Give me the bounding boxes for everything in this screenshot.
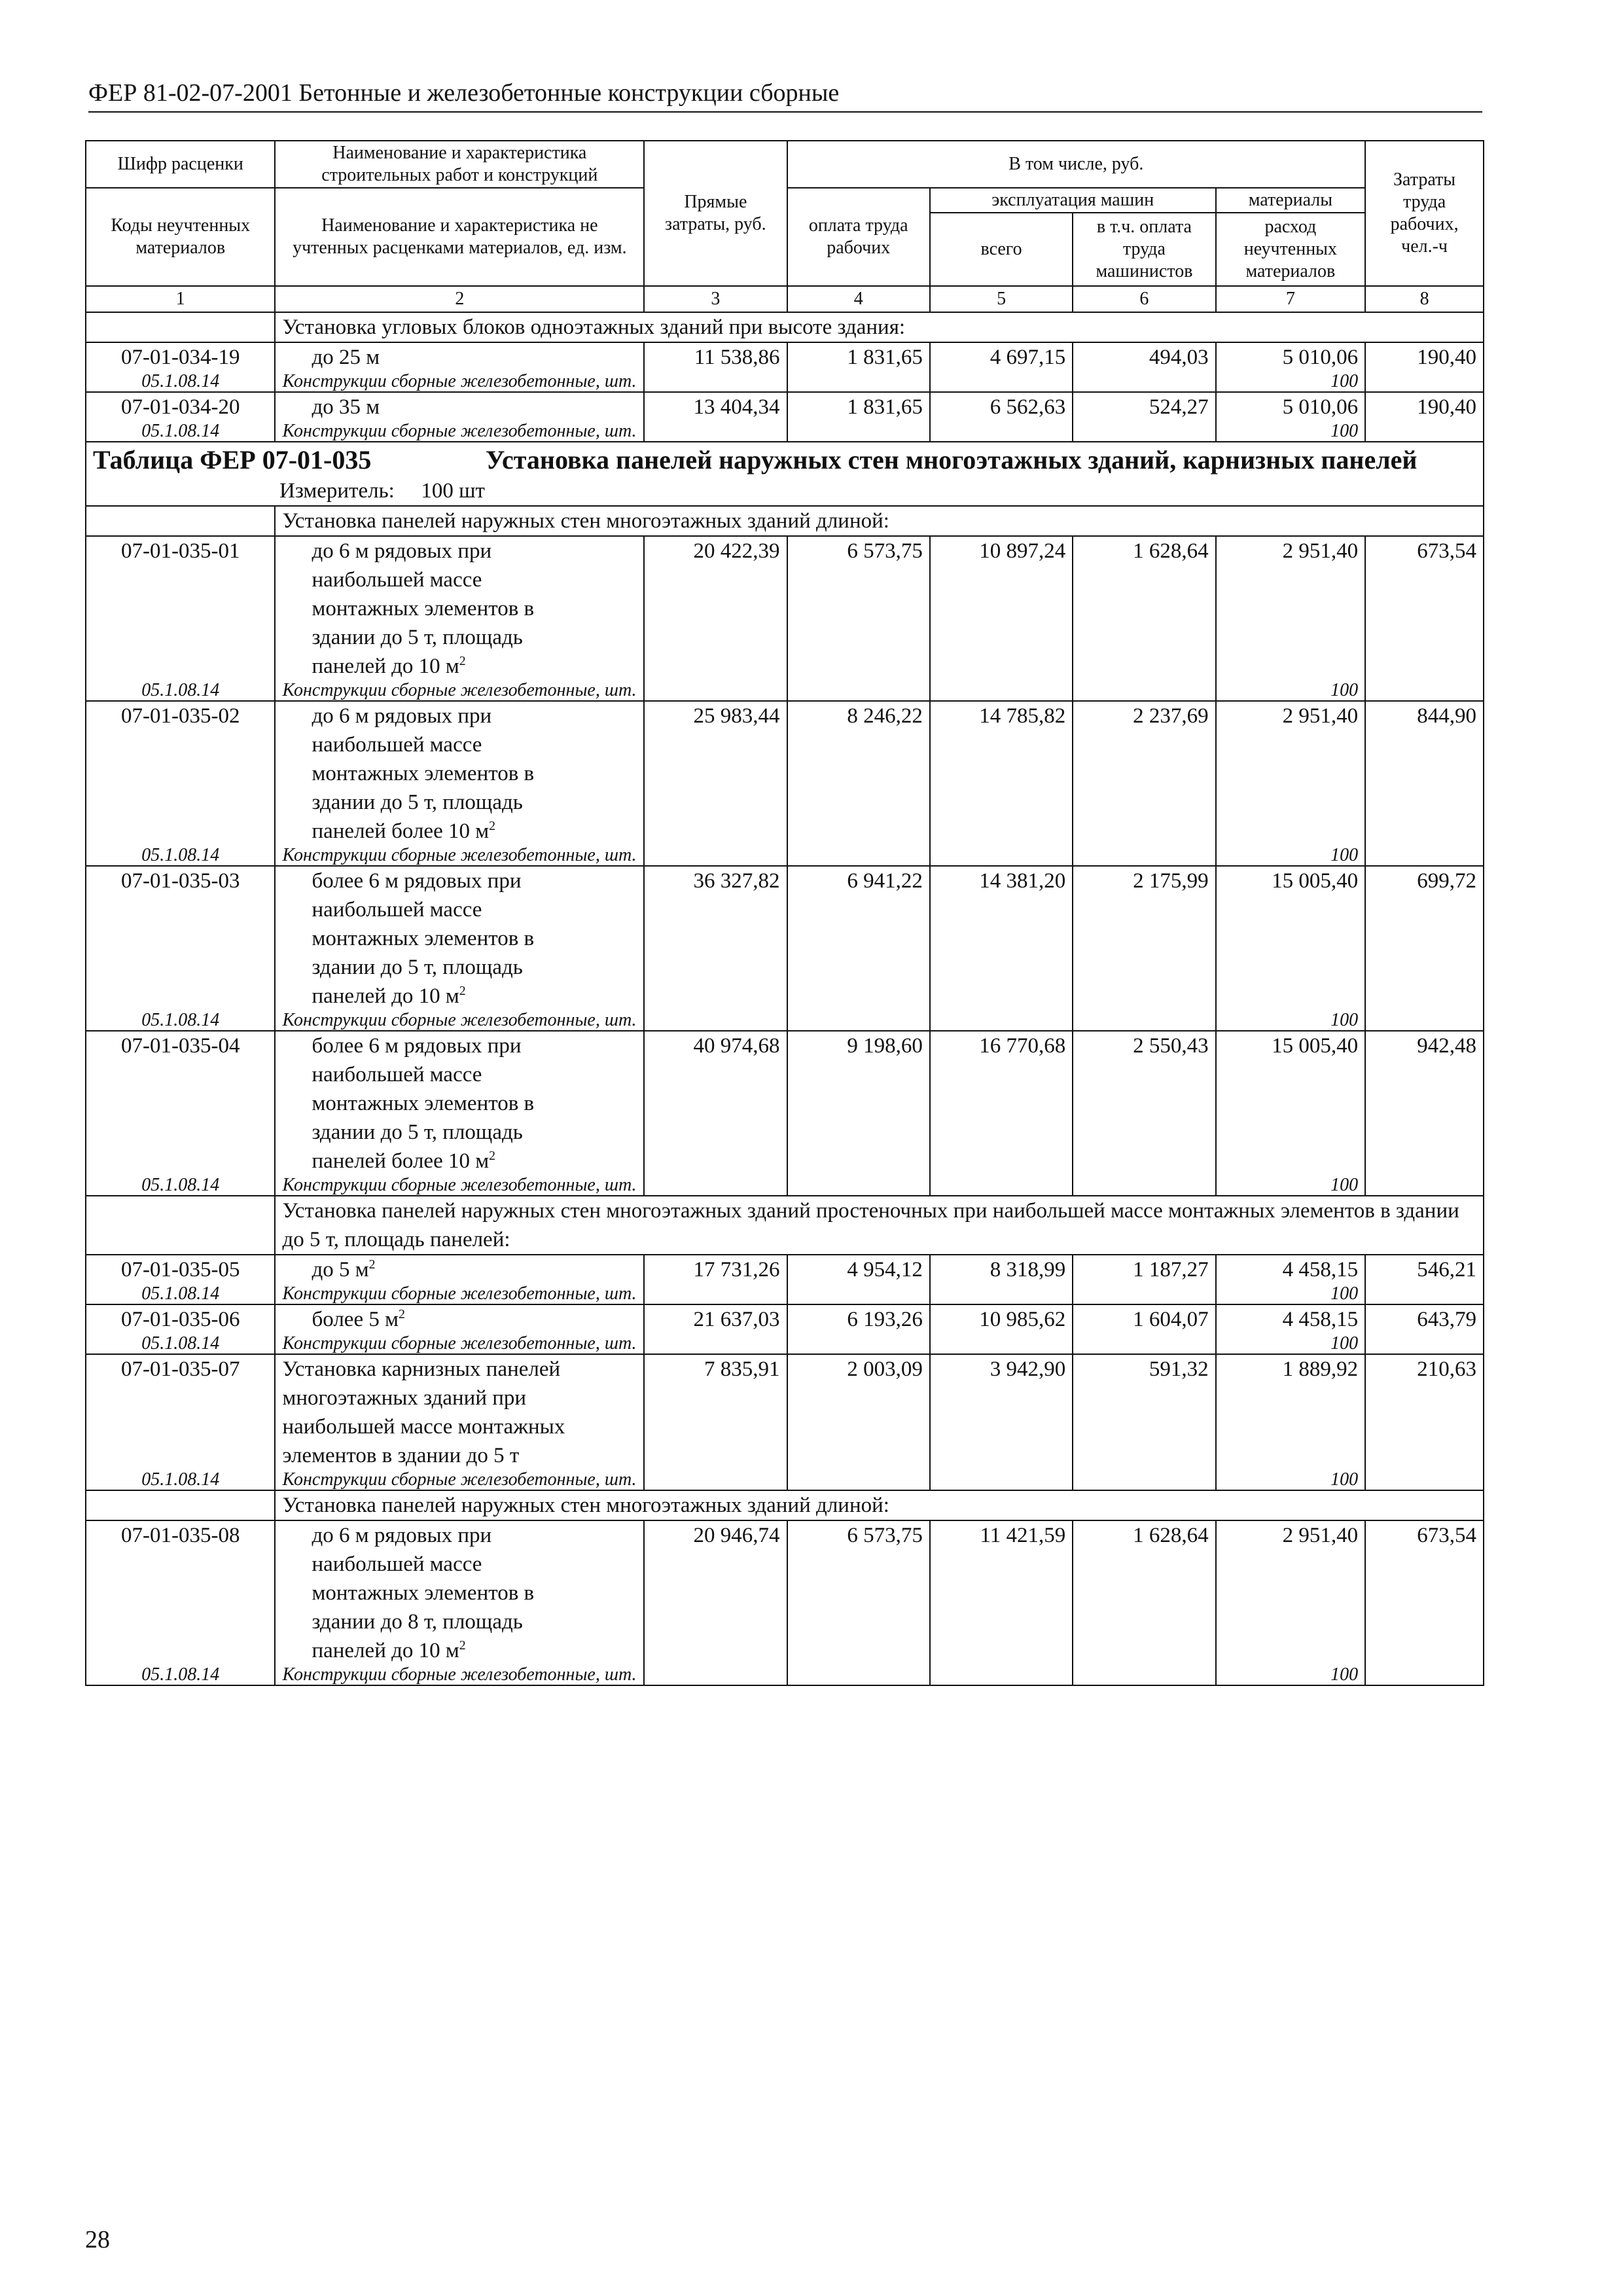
- material-quantity: 100: [1216, 1284, 1366, 1304]
- empty-cell: [787, 1334, 930, 1354]
- rate-description: [275, 1255, 644, 1284]
- material-code: 05.1.08.14: [86, 1470, 275, 1490]
- col-labor-header: Затраты труда рабочих, чел.-ч: [1365, 141, 1484, 286]
- machines-total: 4 697,15: [930, 342, 1073, 372]
- material-name: Конструкции сборные железобетонные, шт.: [275, 1284, 644, 1304]
- workers-pay: 4 954,12: [787, 1255, 930, 1284]
- material-code: 05.1.08.14: [86, 1665, 275, 1685]
- table-row: [86, 1304, 1484, 1334]
- empty-cell: [930, 1011, 1073, 1031]
- table-header: [86, 141, 1484, 312]
- material-quantity: 100: [1216, 1334, 1366, 1354]
- material-code: 05.1.08.14: [86, 846, 275, 866]
- direct-cost: 13 404,34: [644, 392, 787, 422]
- labor-hours: 210,63: [1365, 1354, 1484, 1470]
- heading-spacer: [86, 312, 275, 342]
- heading-spacer: [86, 1196, 275, 1255]
- table-name: Установка панелей наружных стен многоэтажных зданий, карнизных панелей: [486, 445, 1418, 475]
- empty-cell: [787, 846, 930, 866]
- col-materials-header: материалы: [1216, 188, 1366, 213]
- material-name: Конструкции сборные железобетонные, шт.: [275, 1334, 644, 1354]
- materials-cost: 5 010,06: [1216, 392, 1366, 422]
- table-row: [86, 1031, 1484, 1175]
- rate-description: [275, 392, 644, 422]
- labor-hours: 546,21: [1365, 1255, 1484, 1284]
- empty-cell: [1365, 422, 1484, 442]
- description-line: наибольшей массе: [312, 1552, 482, 1576]
- section-heading: Установка панелей наружных стен многоэтажных зданий простеночных при наибольшей массе монтажных элементов в здании до 5 т, площадь панелей:: [275, 1196, 1484, 1255]
- direct-cost: 20 422,39: [644, 536, 787, 681]
- description-line: наибольшей массе: [312, 898, 482, 922]
- empty-cell: [930, 1334, 1073, 1354]
- machines-total: 16 770,68: [930, 1031, 1073, 1175]
- rate-code: 07-01-034-19: [86, 342, 275, 372]
- workers-pay: 6 941,22: [787, 866, 930, 1011]
- table-row: [86, 392, 1484, 422]
- empty-cell: [1073, 1175, 1215, 1196]
- machines-total: 14 381,20: [930, 866, 1073, 1011]
- materials-cost: 4 458,15: [1216, 1304, 1366, 1334]
- empty-cell: [930, 1665, 1073, 1685]
- materials-cost: 2 951,40: [1216, 536, 1366, 681]
- machinists-pay: 2 237,69: [1073, 701, 1215, 846]
- col-num: 6: [1073, 286, 1215, 312]
- description-line: панелей до 10 $м^2$: [312, 654, 466, 678]
- description-line: здании до 5 т, площадь: [312, 791, 523, 814]
- superscript: 2: [398, 1307, 405, 1321]
- empty-cell: [787, 372, 930, 392]
- material-quantity: 100: [1216, 1665, 1366, 1685]
- empty-cell: [1073, 1334, 1215, 1354]
- description-line: до 5 $м^2$: [312, 1257, 376, 1282]
- machinists-pay: 1 604,07: [1073, 1304, 1215, 1334]
- page-number: 28: [85, 2226, 110, 2253]
- material-row: [86, 372, 1484, 392]
- superscript: 2: [489, 1149, 495, 1163]
- workers-pay: 6 193,26: [787, 1304, 930, 1334]
- empty-cell: [930, 1284, 1073, 1304]
- materials-cost: 2 951,40: [1216, 701, 1366, 846]
- section-2: [86, 506, 1484, 1685]
- superscript: 2: [459, 654, 466, 668]
- empty-cell: [1365, 681, 1484, 701]
- materials-cost: 2 951,40: [1216, 1520, 1366, 1665]
- material-code: 05.1.08.14: [86, 1334, 275, 1354]
- machinists-pay: 2 550,43: [1073, 1031, 1215, 1175]
- material-quantity: 100: [1216, 422, 1366, 442]
- material-quantity: 100: [1216, 681, 1366, 701]
- description-line: наибольшей массе монтажных: [282, 1415, 565, 1439]
- empty-cell: [1073, 1011, 1215, 1031]
- empty-cell: [1073, 1665, 1215, 1685]
- table-row: [86, 866, 1484, 1011]
- material-code: 05.1.08.14: [86, 372, 275, 392]
- material-code: 05.1.08.14: [86, 1284, 275, 1304]
- description-line: здании до 5 т, площадь: [312, 1121, 523, 1144]
- table-title-block: [86, 442, 1484, 506]
- col-code-header: Шифр расценки: [86, 141, 275, 188]
- workers-pay: 1 831,65: [787, 342, 930, 372]
- col-name-header: Наименование и характеристика строительных работ и конструкций: [275, 141, 644, 188]
- machinists-pay: 2 175,99: [1073, 866, 1215, 1011]
- col-pay-header: оплата труда рабочих: [787, 188, 930, 286]
- labor-hours: 673,54: [1365, 1520, 1484, 1665]
- empty-cell: [1365, 1334, 1484, 1354]
- col-num: 7: [1216, 286, 1366, 312]
- rate-description: [275, 1304, 644, 1334]
- machinists-pay: 591,32: [1073, 1354, 1215, 1470]
- material-row: [86, 1470, 1484, 1490]
- empty-cell: [644, 422, 787, 442]
- material-quantity: 100: [1216, 372, 1366, 392]
- col-mat-usage-header: расход неучтенных материалов: [1216, 213, 1366, 286]
- section-heading-row: [86, 1490, 1484, 1520]
- material-name: Конструкции сборные железобетонные, шт.: [275, 422, 644, 442]
- empty-cell: [1073, 1284, 1215, 1304]
- material-quantity: 100: [1216, 1175, 1366, 1196]
- material-code: 05.1.08.14: [86, 422, 275, 442]
- material-row: [86, 1284, 1484, 1304]
- page-header: ФЕР 81-02-07-2001 Бетонные и железобетонные конструкции сборные: [88, 77, 1482, 113]
- description-line: более 6 м рядовых при: [312, 1034, 522, 1058]
- empty-cell: [787, 681, 930, 701]
- superscript: 2: [459, 1638, 466, 1653]
- description-line: элементов в здании до 5 т: [282, 1444, 520, 1467]
- material-row: [86, 681, 1484, 701]
- material-code: 05.1.08.14: [86, 681, 275, 701]
- workers-pay: 9 198,60: [787, 1031, 930, 1175]
- direct-cost: 17 731,26: [644, 1255, 787, 1284]
- machinists-pay: 1 628,64: [1073, 1520, 1215, 1665]
- material-quantity: 100: [1216, 1011, 1366, 1031]
- description-line: многоэтажных зданий при: [282, 1386, 527, 1410]
- empty-cell: [930, 372, 1073, 392]
- section-heading-row: [86, 506, 1484, 536]
- empty-cell: [930, 1175, 1073, 1196]
- description-line: Установка карнизных панелей: [282, 1357, 561, 1381]
- superscript: 2: [459, 984, 466, 998]
- description-line: до 25 м: [312, 346, 380, 369]
- material-name: Конструкции сборные железобетонные, шт.: [275, 1011, 644, 1031]
- materials-cost: 15 005,40: [1216, 866, 1366, 1011]
- col-mach-total-header: всего: [930, 213, 1073, 286]
- heading-spacer: [86, 506, 275, 536]
- material-row: [86, 1665, 1484, 1685]
- direct-cost: 7 835,91: [644, 1354, 787, 1470]
- labor-hours: 699,72: [1365, 866, 1484, 1011]
- rate-code: 07-01-034-20: [86, 392, 275, 422]
- empty-cell: [644, 1334, 787, 1354]
- description-line: здании до 5 т, площадь: [312, 956, 523, 979]
- section-heading: Установка угловых блоков одноэтажных зданий при высоте здания:: [275, 312, 1484, 342]
- description-line: панелей более 10 $м^2$: [312, 1149, 495, 1173]
- machines-total: 10 897,24: [930, 536, 1073, 681]
- labor-hours: 190,40: [1365, 342, 1484, 372]
- empty-cell: [1365, 372, 1484, 392]
- rate-code: 07-01-035-04: [86, 1031, 275, 1175]
- empty-cell: [1365, 1284, 1484, 1304]
- empty-cell: [644, 1284, 787, 1304]
- description-line: до 6 м рядовых при: [312, 704, 492, 728]
- description-line: монтажных элементов в: [312, 597, 535, 620]
- section-heading-row: [86, 312, 1484, 342]
- direct-cost: 21 637,03: [644, 1304, 787, 1334]
- materials-cost: 1 889,92: [1216, 1354, 1366, 1470]
- empty-cell: [787, 1284, 930, 1304]
- empty-cell: [787, 1011, 930, 1031]
- direct-cost: 11 538,86: [644, 342, 787, 372]
- labor-hours: 190,40: [1365, 392, 1484, 422]
- machines-total: 8 318,99: [930, 1255, 1073, 1284]
- rate-description: [275, 536, 644, 681]
- description-line: монтажных элементов в: [312, 927, 535, 950]
- col-num: 2: [275, 286, 644, 312]
- material-name: Конструкции сборные железобетонные, шт.: [275, 681, 644, 701]
- empty-cell: [1365, 1175, 1484, 1196]
- col-num: 5: [930, 286, 1073, 312]
- section-heading-row: [86, 1196, 1484, 1255]
- material-quantity: 100: [1216, 1470, 1366, 1490]
- empty-cell: [1365, 1665, 1484, 1685]
- empty-cell: [930, 681, 1073, 701]
- material-quantity: 100: [1216, 846, 1366, 866]
- col-num: 8: [1365, 286, 1484, 312]
- empty-cell: [930, 422, 1073, 442]
- workers-pay: 2 003,09: [787, 1354, 930, 1470]
- rate-description: [275, 1354, 644, 1470]
- empty-cell: [1073, 372, 1215, 392]
- rate-code: 07-01-035-07: [86, 1354, 275, 1470]
- material-name: Конструкции сборные железобетонные, шт.: [275, 1665, 644, 1685]
- material-row: [86, 1175, 1484, 1196]
- table-row: [86, 536, 1484, 681]
- material-row: [86, 1334, 1484, 1354]
- meter-line: [93, 476, 1476, 505]
- col-mach-pay-header: в т.ч. оплата труда машинистов: [1073, 213, 1215, 286]
- empty-cell: [644, 1470, 787, 1490]
- superscript: 2: [368, 1257, 376, 1272]
- table-row: [86, 1520, 1484, 1665]
- empty-cell: [787, 422, 930, 442]
- table-row: [86, 1255, 1484, 1284]
- col-matname-header: Наименование и характеристика не учтенных расценками материалов, ед. изм.: [275, 188, 644, 286]
- material-code: 05.1.08.14: [86, 1175, 275, 1196]
- rate-description: [275, 342, 644, 372]
- rate-code: 07-01-035-05: [86, 1255, 275, 1284]
- workers-pay: 8 246,22: [787, 701, 930, 846]
- description-line: здании до 5 т, площадь: [312, 626, 523, 649]
- empty-cell: [644, 1175, 787, 1196]
- empty-cell: [1073, 846, 1215, 866]
- labor-hours: 942,48: [1365, 1031, 1484, 1175]
- description-line: панелей до 10 $м^2$: [312, 1638, 466, 1662]
- description-line: здании до 8 т, площадь: [312, 1610, 523, 1634]
- empty-cell: [644, 372, 787, 392]
- rate-description: [275, 866, 644, 1011]
- description-line: наибольшей массе: [312, 568, 482, 592]
- material-name: Конструкции сборные железобетонные, шт.: [275, 846, 644, 866]
- superscript: 2: [489, 819, 495, 833]
- machinists-pay: 524,27: [1073, 392, 1215, 422]
- machines-total: 14 785,82: [930, 701, 1073, 846]
- meter-label: Измеритель:: [279, 479, 395, 503]
- empty-cell: [930, 1470, 1073, 1490]
- col-matcode-header: Коды неучтенных материалов: [86, 188, 275, 286]
- material-row: [86, 422, 1484, 442]
- description-line: монтажных элементов в: [312, 762, 535, 785]
- material-name: Конструкции сборные железобетонные, шт.: [275, 372, 644, 392]
- meter-value: 100 шт: [421, 479, 485, 503]
- empty-cell: [787, 1665, 930, 1685]
- rate-description: [275, 701, 644, 846]
- workers-pay: 6 573,75: [787, 536, 930, 681]
- description-line: более 6 м рядовых при: [312, 869, 522, 893]
- empty-cell: [1073, 422, 1215, 442]
- description-line: монтажных элементов в: [312, 1092, 535, 1115]
- machines-total: 6 562,63: [930, 392, 1073, 422]
- machines-total: 10 985,62: [930, 1304, 1073, 1334]
- description-line: панелей более 10 $м^2$: [312, 819, 495, 843]
- empty-cell: [1365, 1470, 1484, 1490]
- empty-cell: [644, 846, 787, 866]
- table-row: [86, 1354, 1484, 1470]
- table-label: Таблица ФЕР 07-01-035: [93, 445, 372, 475]
- direct-cost: 25 983,44: [644, 701, 787, 846]
- description-line: монтажных элементов в: [312, 1581, 535, 1605]
- description-line: более 5 $м^2$: [312, 1307, 405, 1331]
- material-name: Конструкции сборные железобетонные, шт.: [275, 1470, 644, 1490]
- table-row: [86, 701, 1484, 846]
- empty-cell: [644, 1665, 787, 1685]
- rate-description: [275, 1031, 644, 1175]
- section-heading: Установка панелей наружных стен многоэтажных зданий длиной:: [275, 1490, 1484, 1520]
- machinists-pay: 494,03: [1073, 342, 1215, 372]
- rate-code: 07-01-035-02: [86, 701, 275, 846]
- col-direct-header: Прямые затраты, руб.: [644, 141, 787, 286]
- section-heading: Установка панелей наружных стен многоэтажных зданий длиной:: [275, 506, 1484, 536]
- empty-cell: [1365, 846, 1484, 866]
- rate-code: 07-01-035-08: [86, 1520, 275, 1665]
- rate-code: 07-01-035-03: [86, 866, 275, 1011]
- col-num: 1: [86, 286, 275, 312]
- empty-cell: [1365, 1011, 1484, 1031]
- table-row: [86, 342, 1484, 372]
- workers-pay: 6 573,75: [787, 1520, 930, 1665]
- rate-description: [275, 1520, 644, 1665]
- empty-cell: [930, 846, 1073, 866]
- machinists-pay: 1 187,27: [1073, 1255, 1215, 1284]
- material-row: [86, 846, 1484, 866]
- rate-code: 07-01-035-06: [86, 1304, 275, 1334]
- material-row: [86, 1011, 1484, 1031]
- description-line: наибольшей массе: [312, 733, 482, 757]
- labor-hours: 643,79: [1365, 1304, 1484, 1334]
- material-name: Конструкции сборные железобетонные, шт.: [275, 1175, 644, 1196]
- material-code: 05.1.08.14: [86, 1011, 275, 1031]
- description-line: до 6 м рядовых при: [312, 1524, 492, 1547]
- machinists-pay: 1 628,64: [1073, 536, 1215, 681]
- col-num: 4: [787, 286, 930, 312]
- col-machines-header: эксплуатация машин: [930, 188, 1216, 213]
- empty-cell: [644, 681, 787, 701]
- column-number-row: [86, 286, 1484, 312]
- machines-total: 3 942,90: [930, 1354, 1073, 1470]
- empty-cell: [644, 1011, 787, 1031]
- description-line: наибольшей массе: [312, 1063, 482, 1086]
- description-line: до 6 м рядовых при: [312, 539, 492, 563]
- col-num: 3: [644, 286, 787, 312]
- rate-code: 07-01-035-01: [86, 536, 275, 681]
- empty-cell: [787, 1470, 930, 1490]
- materials-cost: 4 458,15: [1216, 1255, 1366, 1284]
- workers-pay: 1 831,65: [787, 392, 930, 422]
- empty-cell: [1073, 1470, 1215, 1490]
- empty-cell: [1073, 681, 1215, 701]
- materials-cost: 15 005,40: [1216, 1031, 1366, 1175]
- heading-spacer: [86, 1490, 275, 1520]
- machines-total: 11 421,59: [930, 1520, 1073, 1665]
- labor-hours: 844,90: [1365, 701, 1484, 846]
- labor-hours: 673,54: [1365, 536, 1484, 681]
- direct-cost: 40 974,68: [644, 1031, 787, 1175]
- materials-cost: 5 010,06: [1216, 342, 1366, 372]
- description-line: панелей до 10 $м^2$: [312, 984, 466, 1008]
- price-table: [85, 140, 1484, 1686]
- direct-cost: 20 946,74: [644, 1520, 787, 1665]
- direct-cost: 36 327,82: [644, 866, 787, 1011]
- empty-cell: [787, 1175, 930, 1196]
- description-line: до 35 м: [312, 395, 380, 419]
- section-1: [86, 312, 1484, 442]
- col-incl-header: В том числе, руб.: [787, 141, 1366, 188]
